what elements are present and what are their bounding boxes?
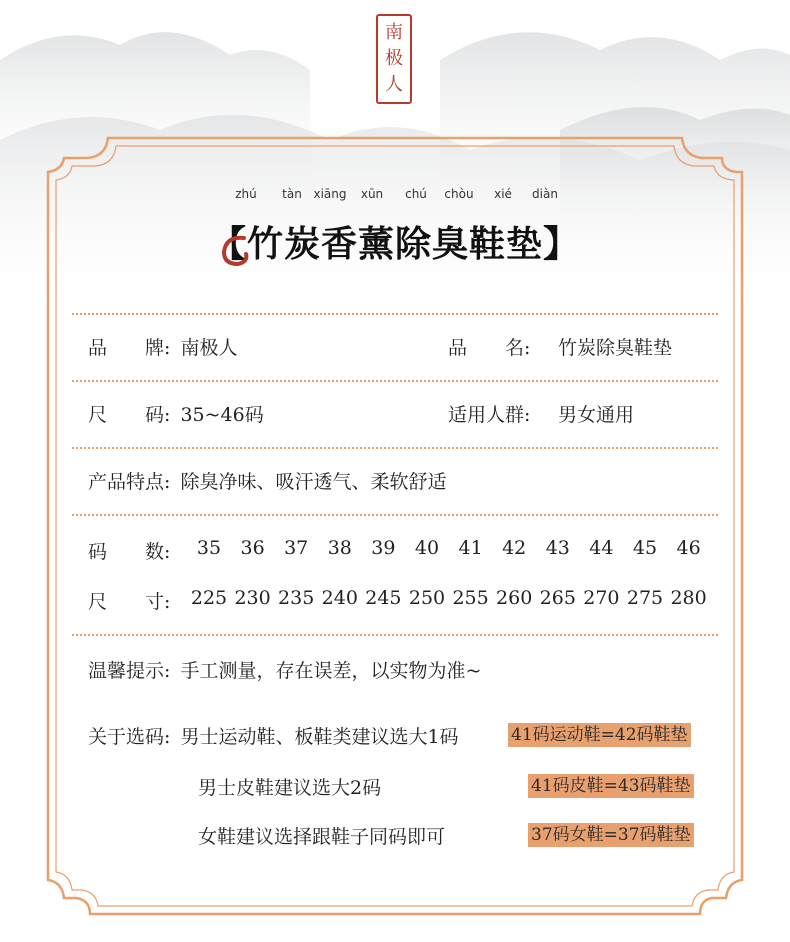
divider (72, 634, 718, 636)
size-code-36: 36 (240, 537, 265, 559)
size-code-38: 38 (327, 537, 352, 559)
tips-value: 手工测量，存在误差，以实物为准~ (180, 660, 482, 682)
size-length-260: 260 (496, 587, 533, 609)
brand-seal-logo (376, 14, 412, 104)
choose-line-2-tag: 41码皮鞋=43码鞋垫 (528, 774, 694, 798)
size-length-225: 225 (190, 587, 228, 609)
tips-row (88, 656, 702, 683)
pinyin-3: xiāng (313, 187, 347, 201)
brand-label: 品 牌: (88, 337, 171, 359)
size-length-270: 270 (583, 587, 620, 609)
choose-line-1-tag: 41码运动鞋=42码鞋垫 (508, 723, 691, 747)
choose-line-3-tag: 37码女鞋=37码鞋垫 (528, 823, 694, 847)
choose-line-3-text: 女鞋建议选择跟鞋子同码即可 (198, 826, 446, 848)
page-title (0, 216, 790, 267)
size-length-235: 235 (278, 587, 315, 609)
size-code-46: 46 (676, 537, 701, 559)
size-length-245: 245 (365, 587, 402, 609)
divider (72, 514, 718, 516)
name-label: 品 名: (448, 337, 531, 359)
choose-line-1-text: 男士运动鞋、板鞋类建议选大1码 (180, 726, 459, 748)
divider (72, 447, 718, 449)
title-bracket-close: 】 (543, 223, 581, 265)
feature-label: 产品特点: (88, 471, 171, 493)
seal-char-2: 极 (385, 48, 403, 69)
size-length-255: 255 (452, 587, 489, 609)
info-row-size (88, 400, 702, 427)
size-length-250: 250 (408, 587, 446, 609)
size-code-37: 37 (284, 537, 309, 559)
pinyin-4: xūn (360, 187, 384, 201)
title-text: 竹炭香薰除臭鞋垫 (246, 223, 543, 265)
size-length-label: 尺 寸: (88, 591, 171, 613)
divider (72, 380, 718, 382)
info-row-brand (88, 333, 702, 360)
pinyin-1: zhú (235, 187, 257, 201)
size-label: 尺 码: (88, 404, 171, 426)
name-value: 竹炭除臭鞋垫 (558, 337, 673, 359)
audience-value: 男女通用 (558, 404, 635, 426)
choose-line-2-text: 男士皮鞋建议选大2码 (198, 777, 382, 799)
size-code-35: 35 (196, 537, 222, 559)
feature-value: 除臭净味、吸汗透气、柔软舒适 (180, 471, 447, 493)
size-code-label: 码 数: (88, 541, 171, 563)
size-length-230: 230 (234, 587, 271, 609)
pinyin-6: chòu (444, 187, 474, 201)
size-value: 35~46码 (180, 404, 264, 426)
size-code-43: 43 (545, 537, 570, 559)
size-code-39: 39 (371, 537, 396, 559)
info-row-features (88, 467, 702, 494)
size-code-41: 41 (458, 537, 483, 559)
choose-label: 关于选码: (88, 726, 171, 748)
pinyin-5: chú (405, 187, 427, 201)
size-code-40: 40 (414, 537, 440, 559)
pinyin-2: tàn (282, 187, 302, 201)
seal-char-1: 南 (385, 22, 403, 43)
divider (72, 313, 718, 315)
title-bracket-open: 【 (209, 223, 247, 265)
size-code-45: 45 (632, 537, 658, 559)
pinyin-8: diàn (532, 187, 558, 201)
tips-label: 温馨提示: (88, 660, 171, 682)
size-length-240: 240 (321, 587, 358, 609)
size-length-280: 280 (670, 587, 707, 609)
size-length-265: 265 (539, 587, 576, 609)
size-length-275: 275 (626, 587, 664, 609)
pinyin-7: xié (494, 187, 512, 201)
brand-value: 南极人 (180, 337, 238, 359)
audience-label: 适用人群: (448, 404, 531, 426)
size-code-44: 44 (589, 537, 614, 559)
seal-char-3: 人 (385, 74, 403, 95)
size-code-42: 42 (502, 537, 527, 559)
